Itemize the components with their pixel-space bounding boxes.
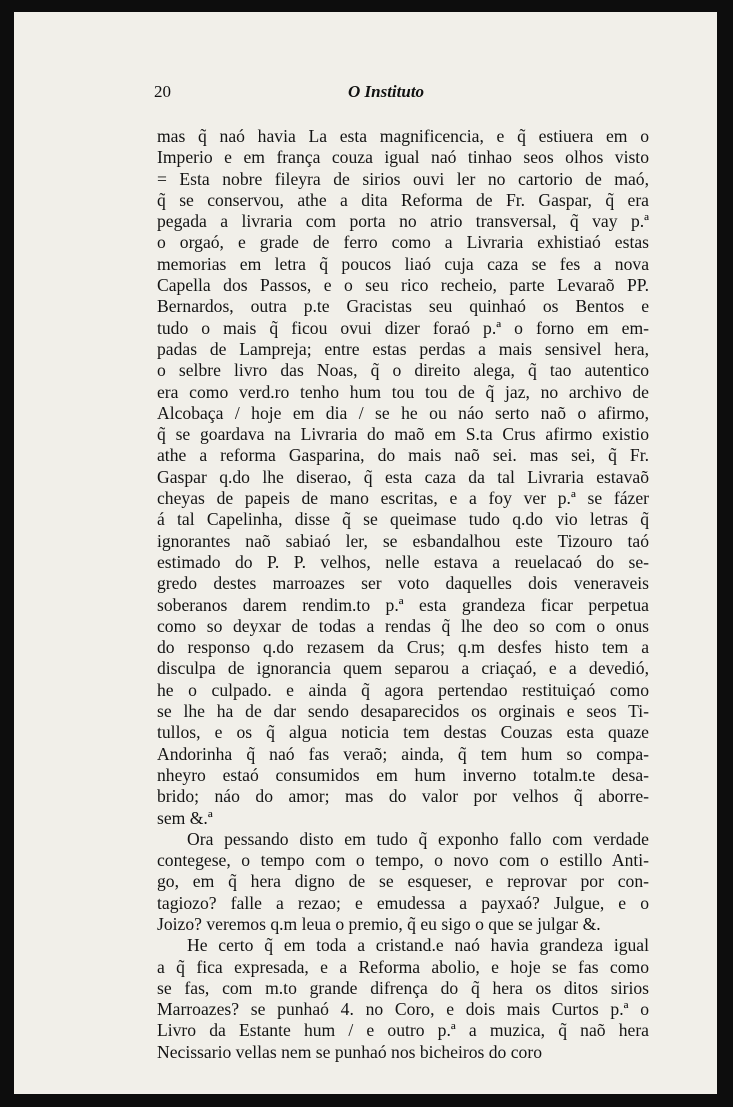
text-line: o selbre livro das Noas, q̃ o direito alega, q̃ tao autentico — [157, 360, 649, 381]
text-line: Alcobaça / hoje em dia / se he ou náo serto naõ o afirmo, — [157, 402, 649, 423]
text-line: Andorinha q̃ naó fas veraõ; ainda, q̃ tem hum so compa- — [157, 743, 649, 764]
text-line: brido; náo do amor; mas do valor por velhos q̃ aborre- — [157, 786, 649, 807]
paragraph — [157, 829, 649, 935]
text-line: se fas, com m.to grande difrença do q̃ hera os ditos sirios — [157, 977, 649, 998]
running-title: O Instituto — [348, 82, 425, 101]
text-line: Bernardos, outra p.te Gracistas seu quinhaó os Bentos e — [157, 296, 649, 317]
page — [14, 12, 717, 1094]
text-line: q̃ se goardava na Livraria do maõ em S.ta Crus afirmo existio — [157, 424, 649, 445]
page-header — [154, 82, 594, 112]
text-line: como so deyxar de todas a rendas q̃ lhe deo so com o onus — [157, 615, 649, 636]
text-line: ignorantes naõ sabiaó ler, se esbandalhou este Tizouro taó — [157, 530, 649, 551]
text-line: soberanos darem rendim.to p.ª esta grandeza ficar perpetua — [157, 594, 649, 615]
text-line: tagiozo? falle a rezao; e emudessa a payxaó? Julgue, e o — [157, 892, 649, 913]
text-line: Marroazes? se punhaó 4. no Coro, e dois mais Curtos p.ª o — [157, 999, 649, 1020]
text-line: o orgaó, e grade de ferro como a Livraria exhistiaó estas — [157, 232, 649, 253]
text-line: era como verd.ro tenho hum tou tou de q̃ jaz, no archivo de — [157, 381, 649, 402]
text-line: Livro da Estante hum / e outro p.ª a muzica, q̃ naõ hera — [157, 1020, 649, 1041]
text-line: Imperio e em frança couza igual naó tinhao seos olhos visto — [157, 147, 649, 168]
text-line: q̃ se conservou, athe a dita Reforma de Fr. Gaspar, q̃ era — [157, 189, 649, 210]
text-line: disculpa de ignorancia quem separou a criaçaó, e a devedió, — [157, 658, 649, 679]
text-line: estimado do P. P. velhos, nelle estava a reuelacaó do se- — [157, 551, 649, 572]
text-line: he o culpado. e ainda q̃ agora pertendao restituiçaó como — [157, 679, 649, 700]
text-line: go, em q̃ hera digno de se esqueser, e reprovar por con- — [157, 871, 649, 892]
text-line: a q̃ fica expresada, e a Reforma abolio, e hoje se fas como — [157, 956, 649, 977]
text-line: athe a reforma Gasparina, do mais naõ sei. mas sei, q̃ Fr. — [157, 445, 649, 466]
text-line: tullos, e os q̃ algua noticia tem destas Couzas esta quaze — [157, 722, 649, 743]
text-line: He certo q̃ em toda a cristand.e naó havia grandeza igual — [187, 935, 649, 956]
body-text — [157, 126, 649, 1063]
text-line: á tal Capelinha, disse q̃ se queimase tudo q.do vio letras q̃ — [157, 509, 649, 530]
text-line: do responso q.do rezasem da Crus; q.m desfes histo tem a — [157, 637, 649, 658]
text-line: nheyro estaó consumidos em hum inverno totalm.te desa- — [157, 764, 649, 785]
paragraph — [157, 126, 649, 829]
text-line: mas q̃ naó havia La esta magnificencia, e q̃ estiuera em o — [157, 126, 649, 146]
text-line: Joizo? veremos q.m leua o premio, q̃ eu sigo o que se julgar &. — [157, 913, 601, 934]
text-line: padas de Lampreja; entre estas perdas a mais sensivel hera, — [157, 338, 649, 359]
text-line: tudo o mais q̃ ficou ovui dizer foraó p.ª o forno em em- — [157, 317, 649, 338]
text-line: = Esta nobre fileyra de sirios ouvi ler no cartorio de maó, — [157, 168, 649, 189]
text-line: Gaspar q.do lhe diserao, q̃ esta caza da tal Livraria estavaõ — [157, 466, 649, 487]
text-line: Capella dos Passos, e o seu rico recheio, parte Levaraõ PP. — [157, 275, 649, 296]
paragraph — [157, 935, 649, 1063]
text-line: gredo destes marroazes ser voto daquelles dois veneraveis — [157, 573, 649, 594]
text-line: contegese, o tempo com o tempo, o novo com o estillo Anti- — [157, 850, 649, 871]
text-line: cheyas de papeis de mano escritas, e a foy ver p.ª se fázer — [157, 488, 649, 509]
text-line: Ora pessando disto em tudo q̃ exponho fallo com verdade — [187, 828, 649, 849]
text-line: pegada a livraria com porta no atrio transversal, q̃ vay p.ª — [157, 211, 649, 232]
text-line: memorias em letra q̃ poucos liaó cuja caza se fes a nova — [157, 253, 649, 274]
text-line: sem &.ª — [157, 807, 213, 828]
text-line: Necissario vellas nem se punhaó nos bicheiros do coro — [157, 1041, 543, 1062]
text-line: se lhe ha de dar sendo desaparecidos os orginais e seos Ti- — [157, 701, 649, 722]
page-number: 20 — [154, 82, 171, 101]
